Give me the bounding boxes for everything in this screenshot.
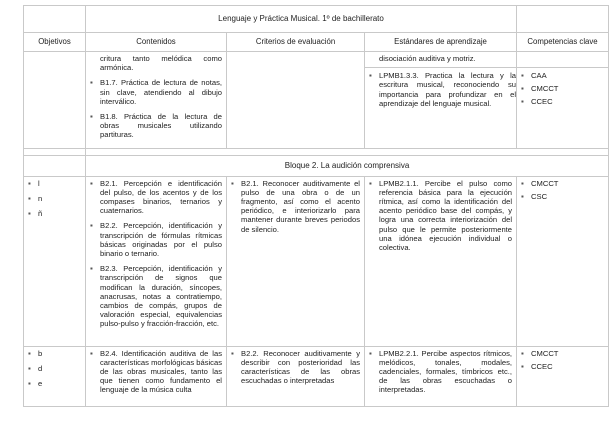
objetivo-item: ▪ l xyxy=(28,179,81,188)
title-blank-cell xyxy=(24,6,86,33)
objetivos-cell xyxy=(24,346,86,406)
curriculum-table xyxy=(23,5,609,407)
estandar-item: ▪ LPMB2.2.1. Percibe aspectos rítmicos, melódicos, tonales, modales, cadenciales, formales, tímbricos etc., de las obras escuchadas o interpretadas. xyxy=(369,349,512,395)
contenido-item: ▪ B1.7. Práctica de lectura de notas, sin clave, atendiendo al dibujo interválico. xyxy=(90,78,222,106)
objetivos-cell xyxy=(24,176,86,346)
estandares-cell xyxy=(365,52,517,149)
objetivo-item: ▪ ñ xyxy=(28,209,81,218)
competencia-item: ▪ CAA xyxy=(517,67,608,80)
competencia-item: ▪ CCEC xyxy=(521,362,604,371)
contenidos-cell xyxy=(86,52,227,149)
contenido-item: ▪ B2.3. Percepción, identificación y transcripción de signos que modifican la duración, síncopes, anacrusas, notas a contratiempo, cambios de compás, grupos de valoración especial, equivalencias pulso-pulso y fracción-fracción, etc. xyxy=(90,264,222,328)
table-title: Lenguaje y Práctica Musical. 1º de bachillerato xyxy=(86,6,517,33)
competencia-item: ▪ CSC xyxy=(521,192,604,201)
competencias-cell xyxy=(517,52,609,149)
table-row-block1 xyxy=(24,52,609,149)
title-blank-cell-right xyxy=(517,6,609,33)
header-objetivos: Objetivos xyxy=(24,33,86,52)
competencia-item: ▪ CMCCT xyxy=(521,84,604,93)
contenido-item: ▪ B1.8. Práctica de la lectura de obras musicales utilizando partituras. xyxy=(90,112,222,140)
contenido-item: ▪ B2.4. Identificación auditiva de las características morfológicas básicas de las obras musicales, tanto las que tienen como fundamento el lenguaje de la música culta xyxy=(90,349,222,395)
competencia-item: ▪ CCEC xyxy=(521,97,604,106)
title-row xyxy=(24,6,609,33)
criterio-item: ▪ B2.2. Reconocer auditivamente y describir con posterioridad las características de las obras escuchadas o interpretadas xyxy=(231,349,360,386)
competencias-cell xyxy=(517,176,609,346)
block2-title: Bloque 2. La audición comprensiva xyxy=(86,155,609,176)
objetivo-item: ▪ b xyxy=(28,349,81,358)
table-row-gap xyxy=(24,148,609,155)
header-contenidos: Contenidos xyxy=(86,33,227,52)
column-header-row xyxy=(24,33,609,52)
estandar-item: ▪ LPMB2.1.1. Percibe el pulso como referencia básica para la ejecución rítmica, así como la identificación del acento periódico base del compás, y logra una correcta interiorización del pulso que le permite posteriormente una idónea ejecución individual o colectiva. xyxy=(369,179,512,253)
criterios-cell xyxy=(227,52,365,149)
contenido-item: critura tanto melódica como armónica. xyxy=(100,54,222,73)
contenidos-cell xyxy=(86,346,227,406)
table-row-b2-2 xyxy=(24,346,609,406)
objetivo-item: ▪ d xyxy=(28,364,81,373)
block2-blank-cell xyxy=(24,155,86,176)
block2-title-row xyxy=(24,155,609,176)
criterios-cell xyxy=(227,346,365,406)
competencia-item: ▪ CMCCT xyxy=(521,179,604,188)
contenidos-cell xyxy=(86,176,227,346)
contenido-item: ▪ B2.2. Percepción, identificación y transcripción de fórmulas rítmicas básicas originadas por el pulso binario o ternario. xyxy=(90,221,222,258)
header-criterios: Criterios de evaluación xyxy=(227,33,365,52)
objetivo-item: ▪ e xyxy=(28,379,81,388)
competencias-cell xyxy=(517,346,609,406)
estandares-cell xyxy=(365,176,517,346)
contenido-item: ▪ B2.1. Percepción e identificación del pulso, de los acentos y de los compases binarios, ternarios y cuaternarios. xyxy=(90,179,222,216)
criterio-item: ▪ B2.1. Reconocer auditivamente el pulso de una obra o de un fragmento, así como el acento periódico, e interiorizarlo para mantener durante breves periodos de silencio. xyxy=(231,179,360,234)
estandar-continuation: disociación auditiva y motriz. xyxy=(379,54,476,63)
criterios-cell xyxy=(227,176,365,346)
objetivos-cell xyxy=(24,52,86,149)
header-estandares: Estándares de aprendizaje xyxy=(365,33,517,52)
header-competencias: Competencias clave xyxy=(517,33,609,52)
competencia-item: ▪ CMCCT xyxy=(521,349,604,358)
objetivo-item: ▪ n xyxy=(28,194,81,203)
estandar-item: ▪ LPMB1.3.3. Practica la lectura y la escritura musical, reconociendo su importancia para profundizar en el aprendizaje del lenguaje musical. xyxy=(365,67,516,108)
estandares-cell xyxy=(365,346,517,406)
table-row-b2-1 xyxy=(24,176,609,346)
